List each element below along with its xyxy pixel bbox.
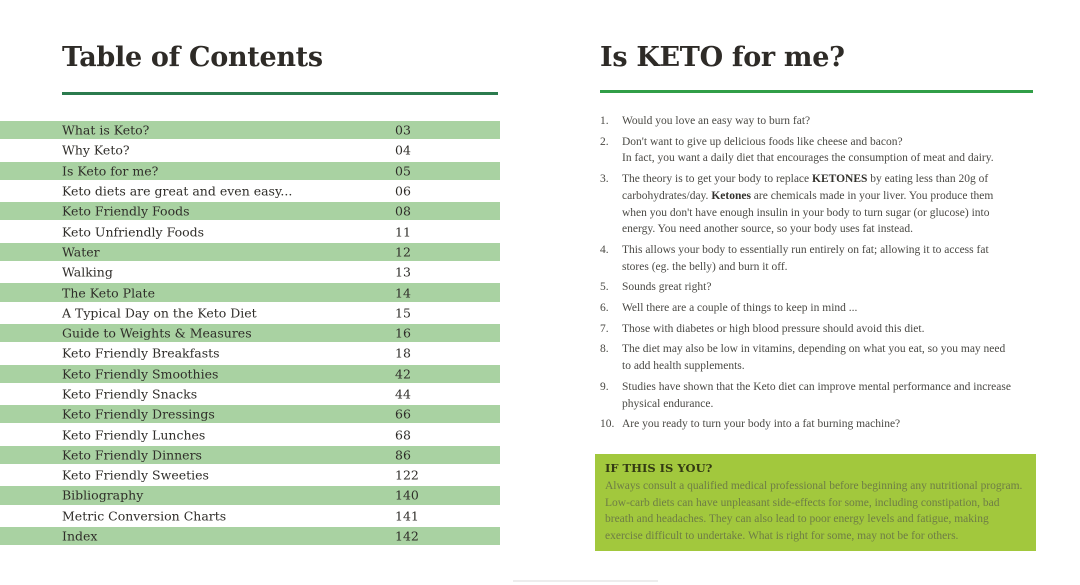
- toc-entry-label: Metric Conversion Charts: [62, 508, 227, 524]
- toc-entry-page-number: 14: [395, 285, 411, 301]
- keto-question-text: [622, 171, 1012, 238]
- toc-entry-page-number: 12: [395, 244, 411, 260]
- keto-question-number: 5.: [600, 281, 609, 294]
- keto-question-text: [622, 300, 1012, 317]
- toc-row: [0, 282, 500, 302]
- keto-question-bold-segment: KETONES: [812, 173, 868, 186]
- keto-question-segment: Well there are a couple of things to keep in mind ...: [622, 302, 858, 315]
- keto-question-item: [600, 171, 1012, 238]
- toc-entry-label: What is Keto?: [62, 122, 150, 138]
- keto-question-text: [622, 242, 1012, 275]
- toc-entry-page-number: 140: [395, 487, 419, 503]
- keto-question-line: Don't want to give up delicious foods like cheese and bacon?: [622, 135, 903, 148]
- keto-question-item: [600, 134, 1012, 167]
- keto-question-item: [600, 379, 1012, 412]
- toc-row: [0, 161, 500, 181]
- keto-question-number: 4.: [600, 243, 609, 256]
- toc-entry-label: Keto Friendly Lunches: [62, 427, 206, 443]
- warning-box-body: Always consult a qualified medical professional before beginning any nutritional program. Low-carb diets can have unpleasant side-effects for some, including constipation, bad breath and headaches. They can also lead to poor energy levels and fatigue, making exercise difficult to undertake. What is right for some, may not be for others.: [605, 480, 1023, 542]
- keto-question-segment: Are you ready to turn your body into a fat burning machine?: [622, 418, 901, 431]
- toc-entry-label: The Keto Plate: [62, 285, 155, 301]
- keto-question-item: [600, 300, 1012, 317]
- keto-question-segment: The diet may also be low in vitamins, depending on what you eat, so you may need to add health supplements.: [622, 343, 1006, 373]
- toc-entry-page-number: 11: [395, 224, 411, 240]
- toc-row: [0, 201, 500, 221]
- keto-question-number: 3.: [600, 173, 609, 186]
- toc-entry-page-number: 86: [395, 447, 411, 463]
- keto-question-segment: Studies have shown that the Keto diet can improve mental performance and increase physical endurance.: [622, 380, 1011, 410]
- toc-row: [0, 424, 500, 444]
- toc-entry-page-number: 68: [395, 427, 411, 443]
- keto-question-number: 7.: [600, 322, 609, 335]
- keto-question-number: 6.: [600, 302, 609, 315]
- toc-entry-label: Keto Friendly Smoothies: [62, 366, 219, 382]
- toc-row: [0, 140, 500, 160]
- toc-entry-label: Water: [62, 244, 100, 260]
- keto-question-item: [600, 341, 1012, 374]
- toc-entry-page-number: 05: [395, 163, 411, 179]
- toc-row: [0, 384, 500, 404]
- keto-question-number: 9.: [600, 380, 609, 393]
- keto-question-segment: Sounds great right?: [622, 281, 712, 294]
- keto-question-item: [600, 416, 1012, 433]
- keto-question-item: [600, 113, 1012, 130]
- toc-entry-page-number: 42: [395, 366, 411, 382]
- keto-question-text: [622, 321, 1012, 338]
- toc-entry-page-number: 44: [395, 386, 411, 402]
- toc-entry-label: Keto Friendly Dinners: [62, 447, 202, 463]
- keto-question-text: [622, 279, 1012, 296]
- toc-entry-page-number: 08: [395, 203, 411, 219]
- toc-entry-label: Why Keto?: [62, 142, 130, 158]
- toc-entry-label: Keto Friendly Foods: [62, 203, 190, 219]
- keto-question-segment: are chemicals made in your liver. You produce them when you don't have enough insulin in your body to turn sugar (or glucose) into energy. You need another source, so your body uses fat instead.: [622, 189, 994, 236]
- toc-entry-label: Keto Friendly Breakfasts: [62, 345, 220, 361]
- keto-question-number: 2.: [600, 135, 609, 148]
- keto-question-text: [622, 416, 1012, 433]
- keto-question-number: 1.: [600, 115, 609, 127]
- toc-row: [0, 221, 500, 241]
- toc-entry-label: Keto Friendly Snacks: [62, 386, 198, 402]
- toc-entry-page-number: 141: [395, 508, 419, 524]
- keto-question-item: [600, 321, 1012, 338]
- toc-entry-label: Bibliography: [62, 487, 144, 503]
- toc-row: [0, 303, 500, 323]
- keto-page-title: Is KETO for me?: [600, 42, 845, 73]
- toc-row: [0, 262, 500, 282]
- toc-row: [0, 242, 500, 262]
- toc-entry-label: Keto Friendly Sweeties: [62, 467, 209, 483]
- keto-question-segment: Those with diabetes or high blood pressure should avoid this diet.: [622, 322, 925, 335]
- keto-question-text: [622, 379, 1012, 412]
- toc-row: [0, 404, 500, 424]
- warning-box-heading: IF THIS IS YOU?: [605, 461, 713, 475]
- toc-row: [0, 506, 500, 526]
- toc-entry-page-number: 66: [395, 406, 411, 422]
- toc-entry-label: Guide to Weights & Measures: [62, 325, 252, 341]
- page-fold-shadow: [513, 580, 658, 582]
- toc-entry-page-number: 18: [395, 345, 411, 361]
- keto-question-item: [600, 279, 1012, 296]
- toc-entry-page-number: 16: [395, 325, 411, 341]
- keto-question-text: [622, 341, 1012, 374]
- toc-row: [0, 323, 500, 343]
- toc-page-title: Table of Contents: [62, 42, 323, 73]
- toc-row: [0, 343, 500, 363]
- toc-row: [0, 526, 500, 546]
- keto-question-bold-segment: Ketones: [711, 189, 751, 202]
- toc-entry-label: A Typical Day on the Keto Diet: [62, 305, 257, 321]
- keto-question-list: [600, 113, 1012, 437]
- keto-question-line: In fact, you want a daily diet that encourages the consumption of meat and dairy.: [622, 152, 994, 165]
- keto-title-underline: [600, 90, 1033, 93]
- keto-question-item: [600, 242, 1012, 275]
- toc-entry-page-number: 04: [395, 142, 411, 158]
- toc-entry-page-number: 122: [395, 467, 419, 483]
- keto-question-segment: by eating less than 20g of carbohydrates/day.: [622, 173, 989, 202]
- keto-question-segment: Would you love an easy way to burn fat?: [622, 115, 811, 127]
- keto-question-number: 10.: [600, 418, 615, 431]
- keto-question-segment: The theory is to get your body to replace: [622, 173, 813, 186]
- toc-entry-page-number: 15: [395, 305, 411, 321]
- toc-entry-page-number: 03: [395, 122, 411, 138]
- toc-entry-list: [0, 120, 500, 546]
- toc-entry-label: Index: [62, 528, 98, 544]
- toc-entry-label: Keto Friendly Dressings: [62, 406, 215, 422]
- keto-question-text: [622, 134, 1012, 167]
- toc-entry-page-number: 142: [395, 528, 419, 544]
- toc-entry-page-number: 13: [395, 264, 411, 280]
- keto-question-number: 8.: [600, 343, 609, 356]
- keto-question-segment: This allows your body to essentially run entirely on fat; allowing it to access fat stores (eg. the belly) and burn it off.: [622, 243, 989, 273]
- toc-entry-label: Is Keto for me?: [62, 163, 159, 179]
- toc-title-underline: [62, 92, 498, 95]
- toc-row: [0, 485, 500, 505]
- toc-entry-page-number: 06: [395, 183, 411, 199]
- toc-row: [0, 181, 500, 201]
- warning-box: [595, 454, 1036, 551]
- toc-row: [0, 120, 500, 140]
- toc-entry-label: Walking: [62, 264, 113, 280]
- toc-row: [0, 364, 500, 384]
- toc-row: [0, 445, 500, 465]
- toc-entry-label: Keto diets are great and even easy...: [62, 183, 293, 199]
- toc-row: [0, 465, 500, 485]
- keto-question-text: [622, 113, 1012, 130]
- toc-entry-label: Keto Unfriendly Foods: [62, 224, 205, 240]
